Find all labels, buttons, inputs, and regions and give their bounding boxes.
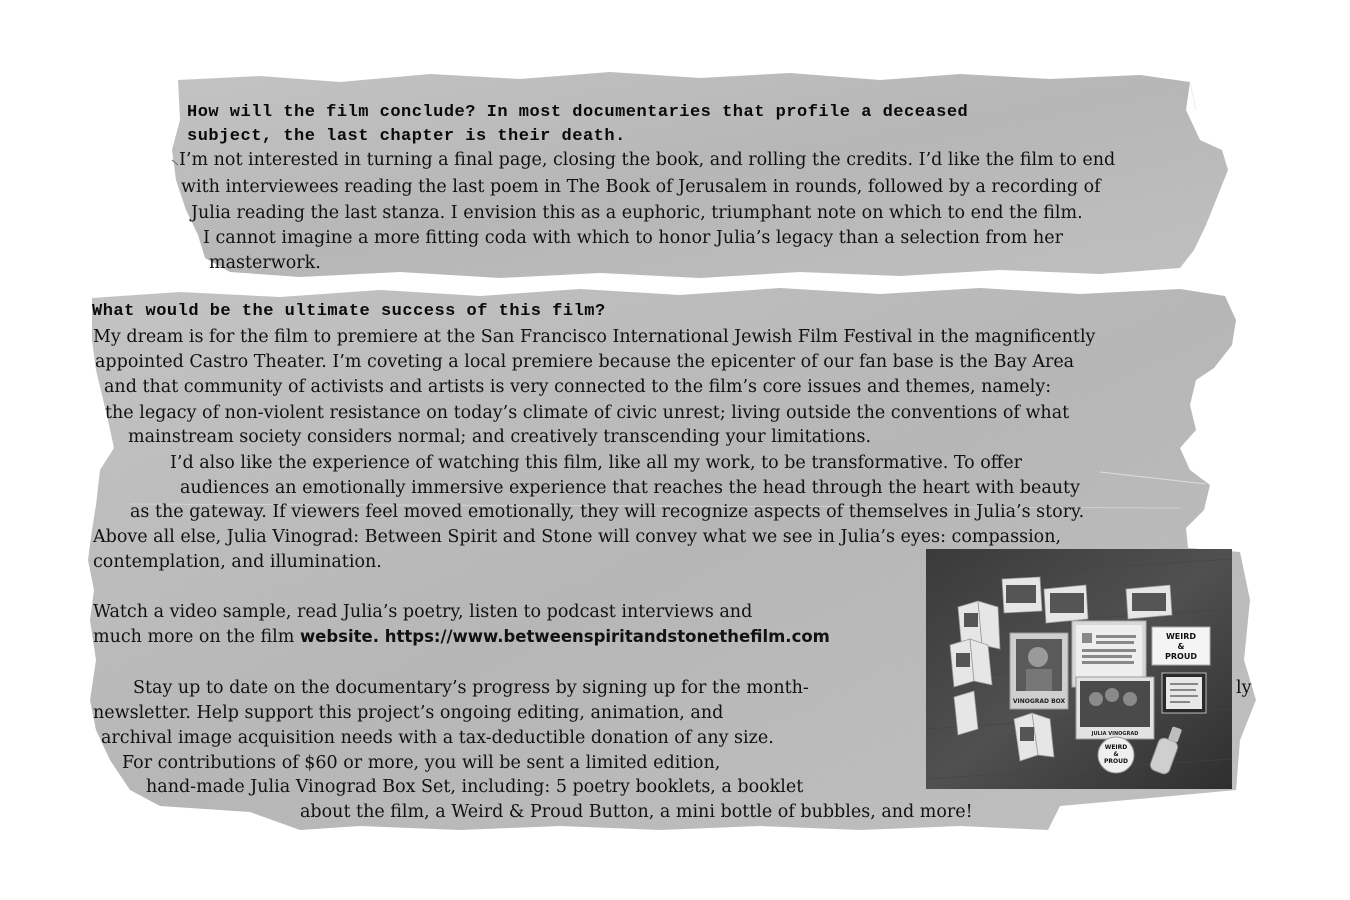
section2-body-line-8: as the gateway. If viewers feel moved emotionally, they will recognize aspects of themselves in Julia’s story. <box>130 502 1085 522</box>
card-text-1: WEIRD <box>1165 632 1197 641</box>
watch-line-2-prefix: much more on the film <box>93 627 300 647</box>
watch-line-2 <box>93 629 830 647</box>
button-text-1: WEIRD <box>1104 744 1128 751</box>
box-label: VINOGRAD BOX <box>1012 698 1066 705</box>
support-line-4: For contributions of $60 or more, you will be sent a limited edition, <box>122 753 721 773</box>
section2-body-line-3: and that community of activists and artists is very connected to the film’s core issues and themes, namely: <box>104 377 1052 397</box>
section1-body-line-2: with interviewees reading the last poem in The Book of Jerusalem in rounds, followed by a recording of <box>181 177 1101 197</box>
section2-heading: What would be the ultimate success of this film? <box>92 302 606 321</box>
section1-heading-line-1: How will the film conclude? In most documentaries that profile a deceased <box>187 103 969 122</box>
card-text-2: & <box>1177 642 1185 651</box>
section2-body-line-7: audiences an emotionally immersive experience that reaches the head through the heart with beauty <box>180 478 1080 498</box>
button-text-3: PROUD <box>1104 758 1128 765</box>
support-line-6: about the film, a Weird & Proud Button, a mini bottle of bubbles, and more! <box>300 802 973 822</box>
watch-line-1: Watch a video sample, read Julia’s poetry, listen to podcast interviews and <box>93 602 753 622</box>
section1-body-line-1: I’m not interested in turning a final page, closing the book, and rolling the credits. I’d like the film to end <box>179 150 1116 170</box>
section1-body-line-5: masterwork. <box>209 253 321 273</box>
section1-heading-line-2: subject, the last chapter is their death. <box>187 127 626 146</box>
booklet-label: JULIA VINOGRAD <box>1091 731 1139 737</box>
section2-body-line-4: the legacy of non-violent resistance on today’s climate of civic unrest; living outside the conventions of what <box>105 403 1070 423</box>
support-stray-text: ly <box>1236 678 1252 698</box>
box-set-photo <box>926 549 1232 789</box>
section1-body-line-3: Julia reading the last stanza. I envision this as a euphoric, triumphant note on which to end the film. <box>191 203 1083 223</box>
support-line-1: Stay up to date on the documentary’s progress by signing up for the month- <box>133 678 809 698</box>
support-line-3: archival image acquisition needs with a tax-deductible donation of any size. <box>101 728 774 748</box>
section2-body-line-6: I’d also like the experience of watching this film, like all my work, to be transformative. To offer <box>170 453 1022 473</box>
section2-body-line-2: appointed Castro Theater. I’m coveting a local premiere because the epicenter of our fan base is the Bay Area <box>95 352 1075 372</box>
support-line-2: newsletter. Help support this project’s ongoing editing, animation, and <box>93 703 724 723</box>
button-text-2: & <box>1113 751 1119 758</box>
website-link[interactable]: website. https://www.betweenspiritandstonethefilm.com <box>299 627 830 646</box>
section2-body-line-10: contemplation, and illumination. <box>93 552 382 572</box>
section2-body-line-9: Above all else, Julia Vinograd: Between Spirit and Stone will convey what we see in Julia’s eyes: compassion, <box>93 527 1062 547</box>
support-line-5: hand-made Julia Vinograd Box Set, including: 5 poetry booklets, a booklet <box>146 777 804 797</box>
section2-body-line-1: My dream is for the film to premiere at the San Francisco International Jewish Film Festival in the magnificently <box>93 327 1096 347</box>
section2-body-line-5: mainstream society considers normal; and creatively transcending your limitations. <box>128 427 872 447</box>
section1-body-line-4: I cannot imagine a more fitting coda with which to honor Julia’s legacy than a selection from her <box>203 228 1063 248</box>
card-text-3: PROUD <box>1165 652 1197 661</box>
